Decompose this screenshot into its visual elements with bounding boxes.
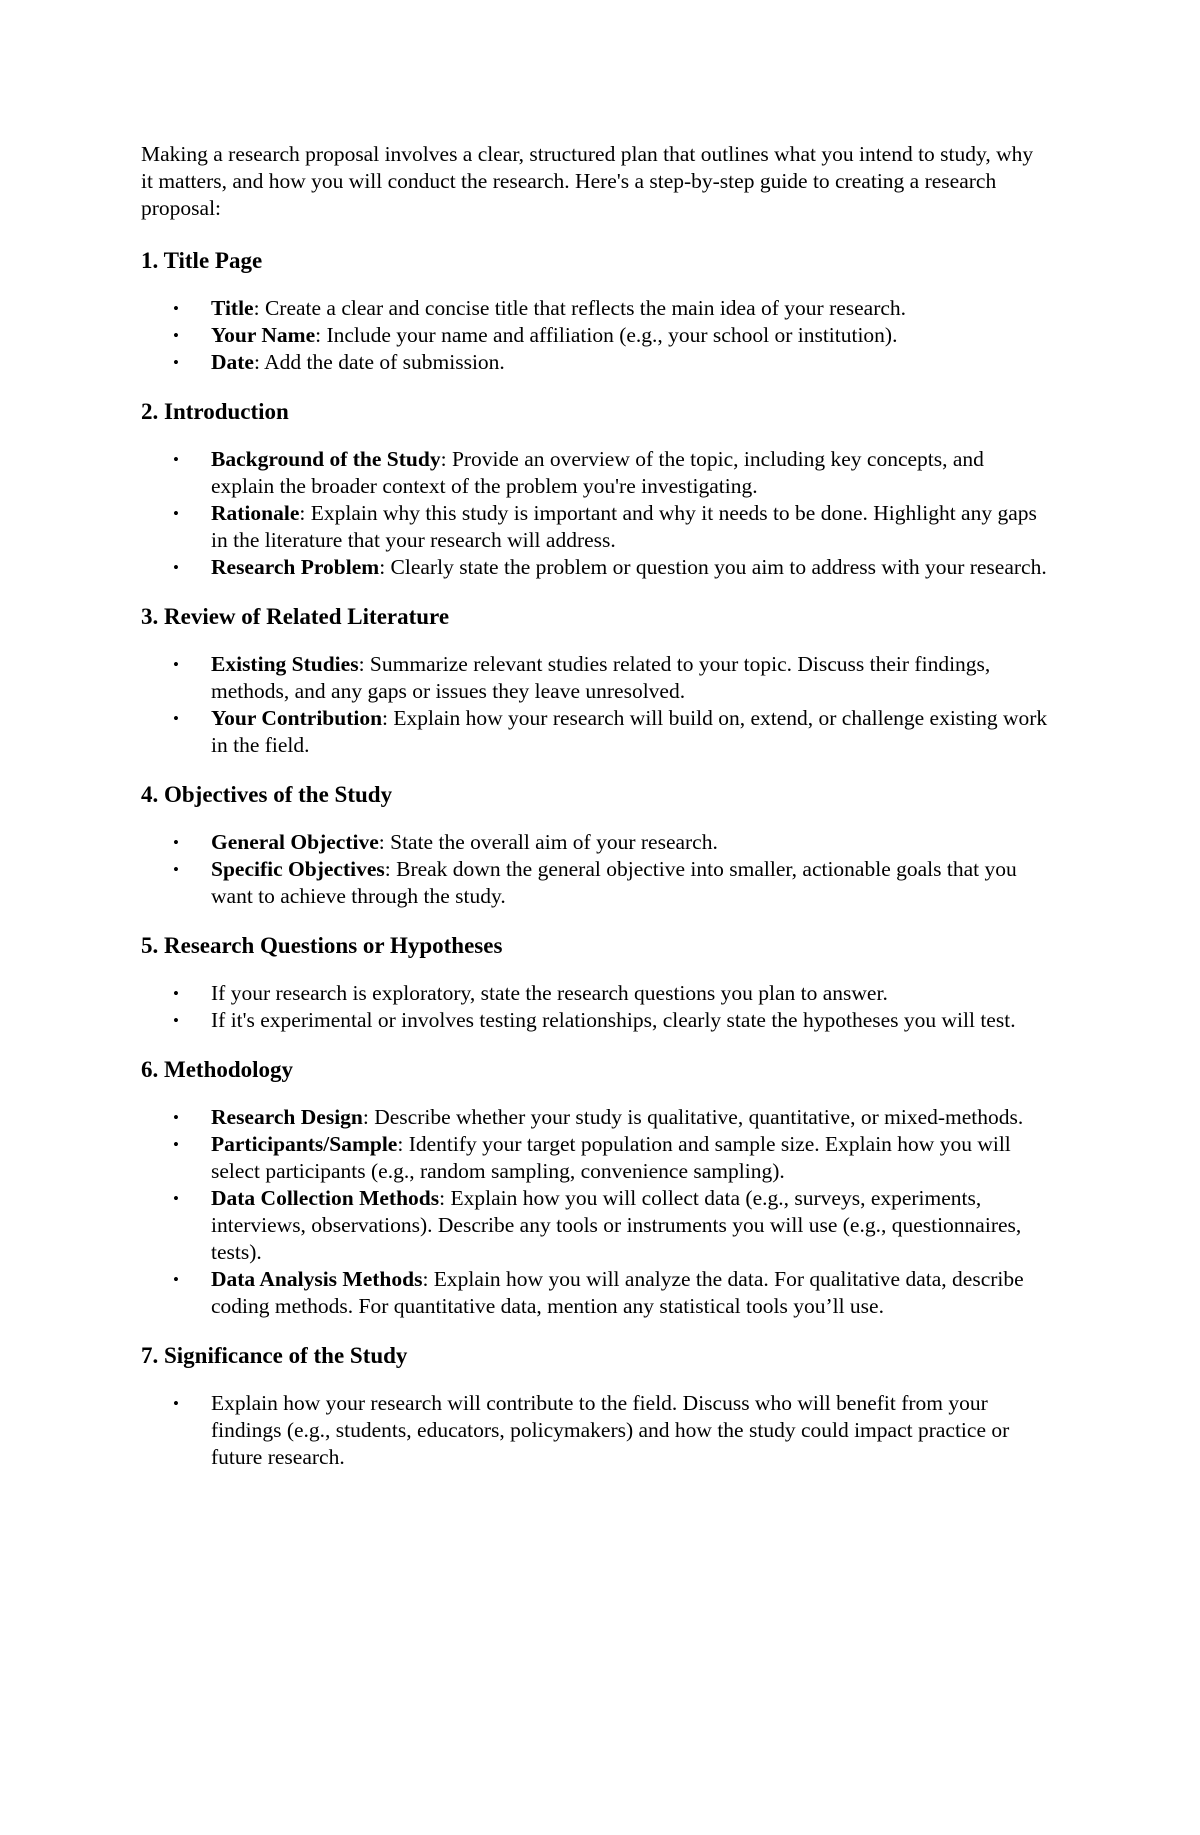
bullet-list xyxy=(141,446,1050,581)
item-text: : Explain how your research will build on, extend, or challenge existing work in the field. xyxy=(211,706,1048,757)
item-term: Title xyxy=(211,296,254,320)
item-text: : State the overall aim of your research. xyxy=(378,830,718,854)
item-term: Participants/Sample xyxy=(211,1132,398,1156)
bullet-icon: • xyxy=(173,558,179,577)
item-text: : Create a clear and concise title that reflects the main idea of your research. xyxy=(253,296,907,320)
list-item xyxy=(141,1007,1050,1034)
bullet-list xyxy=(141,1390,1050,1471)
intro-paragraph: Making a research proposal involves a clear, structured plan that outlines what you intend to study, why it matters, and how you will conduct the research. Here's a step-by-step guide to creating a research proposal: xyxy=(141,142,1034,220)
item-term: Rationale xyxy=(211,501,300,525)
list-item xyxy=(141,651,1050,705)
item-text: If your research is exploratory, state the research questions you plan to answer. xyxy=(211,981,888,1005)
list-item xyxy=(141,980,1050,1007)
item-text: : Identify your target population and sample size. Explain how you will select participants (e.g., random sampling, convenience sampling). xyxy=(211,1132,1011,1183)
list-item xyxy=(141,1390,1050,1471)
list-item xyxy=(141,1131,1050,1185)
list-item xyxy=(141,500,1050,554)
item-term: General Objective xyxy=(211,830,379,854)
item-text: : Provide an overview of the topic, including key concepts, and explain the broader context of the problem you're investigating. xyxy=(211,447,984,498)
item-text: : Explain how you will collect data (e.g., surveys, experiments, interviews, observations). Describe any tools or instruments you will use (e.g., questionnaires, tests). xyxy=(211,1186,1022,1264)
bullet-list xyxy=(141,1104,1050,1320)
item-term: Background of the Study xyxy=(211,447,441,471)
item-term: Your Name xyxy=(211,323,316,347)
bullet-icon: • xyxy=(173,353,179,372)
item-text: : Include your name and affiliation (e.g., your school or institution). xyxy=(315,323,898,347)
item-term: Specific Objectives xyxy=(211,857,385,881)
item-text: : Explain how you will analyze the data. For qualitative data, describe coding methods. For quantitative data, mention any statistical tools you’ll use. xyxy=(211,1267,1024,1318)
section-heading: 7. Significance of the Study xyxy=(141,1343,408,1368)
item-term: Research Problem xyxy=(211,555,380,579)
list-item xyxy=(141,829,1050,856)
list-item xyxy=(141,856,1050,910)
item-text: : Summarize relevant studies related to your topic. Discuss their findings, methods, and any gaps or issues they leave unresolved. xyxy=(211,652,991,703)
section-heading: 4. Objectives of the Study xyxy=(141,782,393,807)
item-text: Explain how your research will contribute to the field. Discuss who will benefit from your findings (e.g., students, educators, policymakers) and how the study could impact practice or future research. xyxy=(211,1391,1010,1469)
list-item xyxy=(141,554,1050,581)
item-text: : Break down the general objective into smaller, actionable goals that you want to achieve through the study. xyxy=(211,857,1017,908)
bullet-list xyxy=(141,651,1050,759)
bullet-icon: • xyxy=(173,709,179,728)
item-text: : Describe whether your study is qualitative, quantitative, or mixed-methods. xyxy=(362,1105,1024,1129)
bullet-list xyxy=(141,829,1050,910)
bullet-icon: • xyxy=(173,984,179,1003)
sections-container xyxy=(141,247,1050,1471)
list-item xyxy=(141,322,1050,349)
item-text: If it's experimental or involves testing relationships, clearly state the hypotheses you will test. xyxy=(211,1008,1016,1032)
list-item xyxy=(141,1266,1050,1320)
bullet-icon: • xyxy=(173,504,179,523)
bullet-icon: • xyxy=(173,1011,179,1030)
item-text: : Clearly state the problem or question you aim to address with your research. xyxy=(379,555,1047,579)
section-heading: 3. Review of Related Literature xyxy=(141,604,450,629)
section-heading: 6. Methodology xyxy=(141,1057,294,1082)
bullet-icon: • xyxy=(173,1394,179,1413)
bullet-icon: • xyxy=(173,1189,179,1208)
item-term: Existing Studies xyxy=(211,652,359,676)
section-heading: 1. Title Page xyxy=(141,248,263,273)
section-heading: 5. Research Questions or Hypotheses xyxy=(141,933,503,958)
list-item xyxy=(141,1104,1050,1131)
item-term: Data Collection Methods xyxy=(211,1186,440,1210)
list-item xyxy=(141,446,1050,500)
bullet-icon: • xyxy=(173,326,179,345)
bullet-icon: • xyxy=(173,655,179,674)
section-heading: 2. Introduction xyxy=(141,399,289,424)
bullet-icon: • xyxy=(173,1270,179,1289)
bullet-icon: • xyxy=(173,450,179,469)
bullet-icon: • xyxy=(173,1135,179,1154)
list-item xyxy=(141,1185,1050,1266)
item-text: : Explain why this study is important and why it needs to be done. Highlight any gaps in the literature that your research will address. xyxy=(211,501,1037,552)
bullet-icon: • xyxy=(173,1108,179,1127)
list-item xyxy=(141,705,1050,759)
item-term: Data Analysis Methods xyxy=(211,1267,423,1291)
bullet-icon: • xyxy=(173,299,179,318)
bullet-list xyxy=(141,980,1050,1034)
item-term: Your Contribution xyxy=(211,706,383,730)
bullet-icon: • xyxy=(173,833,179,852)
item-term: Date xyxy=(211,350,254,374)
item-text: : Add the date of submission. xyxy=(253,350,505,374)
item-term: Research Design xyxy=(211,1105,363,1129)
bullet-icon: • xyxy=(173,860,179,879)
list-item xyxy=(141,295,1050,322)
bullet-list xyxy=(141,295,1050,376)
list-item xyxy=(141,349,1050,376)
